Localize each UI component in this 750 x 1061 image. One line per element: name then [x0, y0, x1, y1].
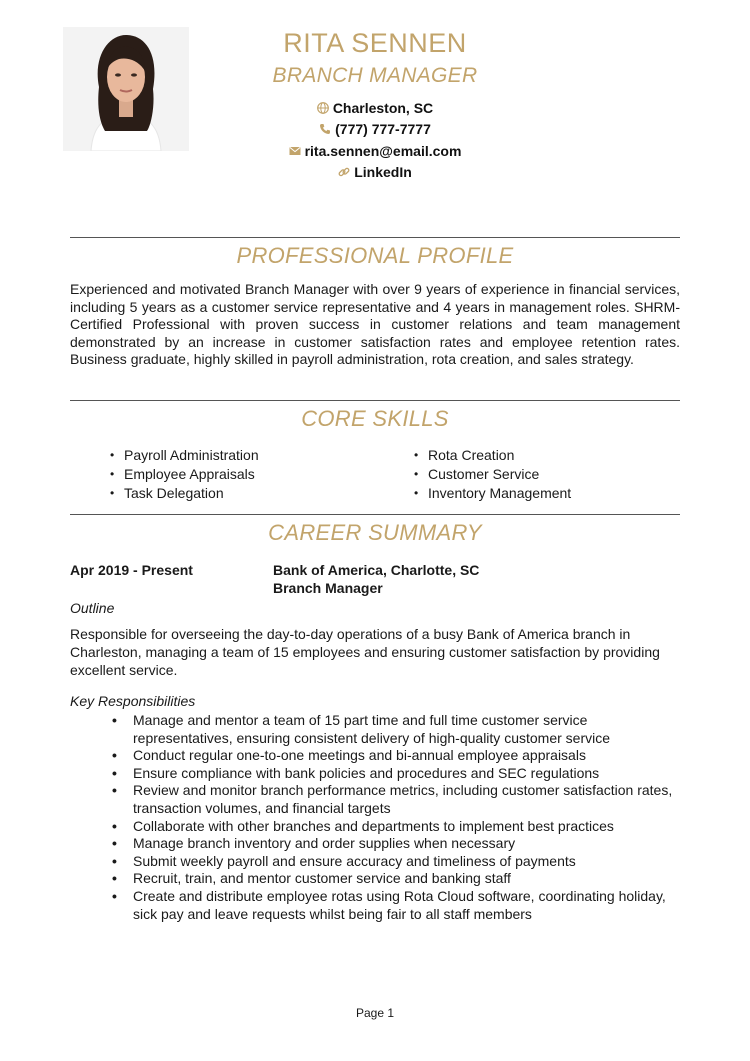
- contact-location: [0, 100, 750, 116]
- responsibility-item: • Conduct regular one-to-one meetings and bi-annual employee appraisals: [133, 747, 678, 765]
- job-role: Branch Manager: [273, 579, 383, 596]
- page-number: Page 1: [355, 1006, 395, 1020]
- contact-phone: [0, 121, 750, 137]
- skill-item: • Customer Service: [414, 465, 571, 484]
- candidate-name: RITA SENNEN: [283, 28, 467, 58]
- outline-label: Outline: [70, 600, 115, 616]
- location-text: Charleston, SC: [332, 100, 434, 116]
- envelope-icon: [289, 145, 301, 157]
- linkedin-link[interactable]: LinkedIn: [354, 164, 412, 180]
- outline-text: Responsible for overseeing the day-to-day operations of a busy Bank of America branch in Charleston, managing a team of 15 employees and ensuring customer satisfaction by providing excellent service.: [70, 626, 660, 678]
- responsibility-item: • Submit weekly payroll and ensure accuracy and timeliness of payments: [133, 853, 678, 871]
- responsibility-item: • Create and distribute employee rotas using Rota Cloud software, coordinating holiday, sick pay and leave requests whilst being fair to all staff members: [133, 888, 678, 923]
- divider: [70, 514, 680, 515]
- contact-email[interactable]: [0, 143, 750, 159]
- responsibility-item: • Manage and mentor a team of 15 part time and full time customer service representatives, ensuring consistent delivery of high-quality customer service: [133, 712, 678, 747]
- skill-item: • Rota Creation: [414, 446, 571, 465]
- responsibilities-label: Key Responsibilities: [70, 693, 196, 709]
- job-title: BRANCH MANAGER: [272, 64, 478, 87]
- job-employer-block: [273, 562, 479, 597]
- profile-heading: PROFESSIONAL PROFILE: [236, 243, 514, 268]
- contact-linkedin[interactable]: [0, 164, 750, 180]
- responsibility-item: • Ensure compliance with bank policies and procedures and SEC regulations: [133, 765, 678, 783]
- skills-list-right: [414, 446, 571, 503]
- profile-summary: Experienced and motivated Branch Manager with over 9 years of experience in financial services, including 5 years as a customer service representative and 4 years in management roles. SHRM-Certified Professional with proven success in customer relations and team management demonstrated by an increase in customer satisfaction rates and employee retention rates. Business graduate, highly skilled in payroll administration, rota creation, and sales strategy.: [70, 281, 680, 368]
- link-icon: [338, 166, 350, 178]
- skill-item: • Task Delegation: [110, 484, 259, 503]
- responsibility-item: • Manage branch inventory and order supplies when necessary: [133, 835, 678, 853]
- skill-item: • Payroll Administration: [110, 446, 259, 465]
- skills-list-left: [110, 446, 259, 503]
- globe-icon: [317, 102, 329, 114]
- divider: [70, 237, 680, 238]
- career-heading: CAREER SUMMARY: [268, 520, 482, 545]
- responsibility-item: • Review and monitor branch performance metrics, including customer satisfaction rates, transaction volumes, and financial targets: [133, 782, 678, 817]
- email-text[interactable]: rita.sennen@email.com: [304, 143, 462, 159]
- phone-text: (777) 777-7777: [335, 121, 431, 137]
- responsibilities-list: [133, 712, 678, 923]
- employer-name: Bank of America, Charlotte, SC: [273, 562, 480, 578]
- skills-heading: CORE SKILLS: [301, 406, 449, 431]
- skill-item: • Inventory Management: [414, 484, 571, 503]
- phone-icon: [319, 123, 331, 135]
- skill-item: • Employee Appraisals: [110, 465, 259, 484]
- responsibility-item: • Recruit, train, and mentor customer service and banking staff: [133, 870, 678, 888]
- divider: [70, 400, 680, 401]
- job-dates: Apr 2019 - Present: [70, 562, 193, 578]
- responsibility-item: • Collaborate with other branches and departments to implement best practices: [133, 818, 678, 836]
